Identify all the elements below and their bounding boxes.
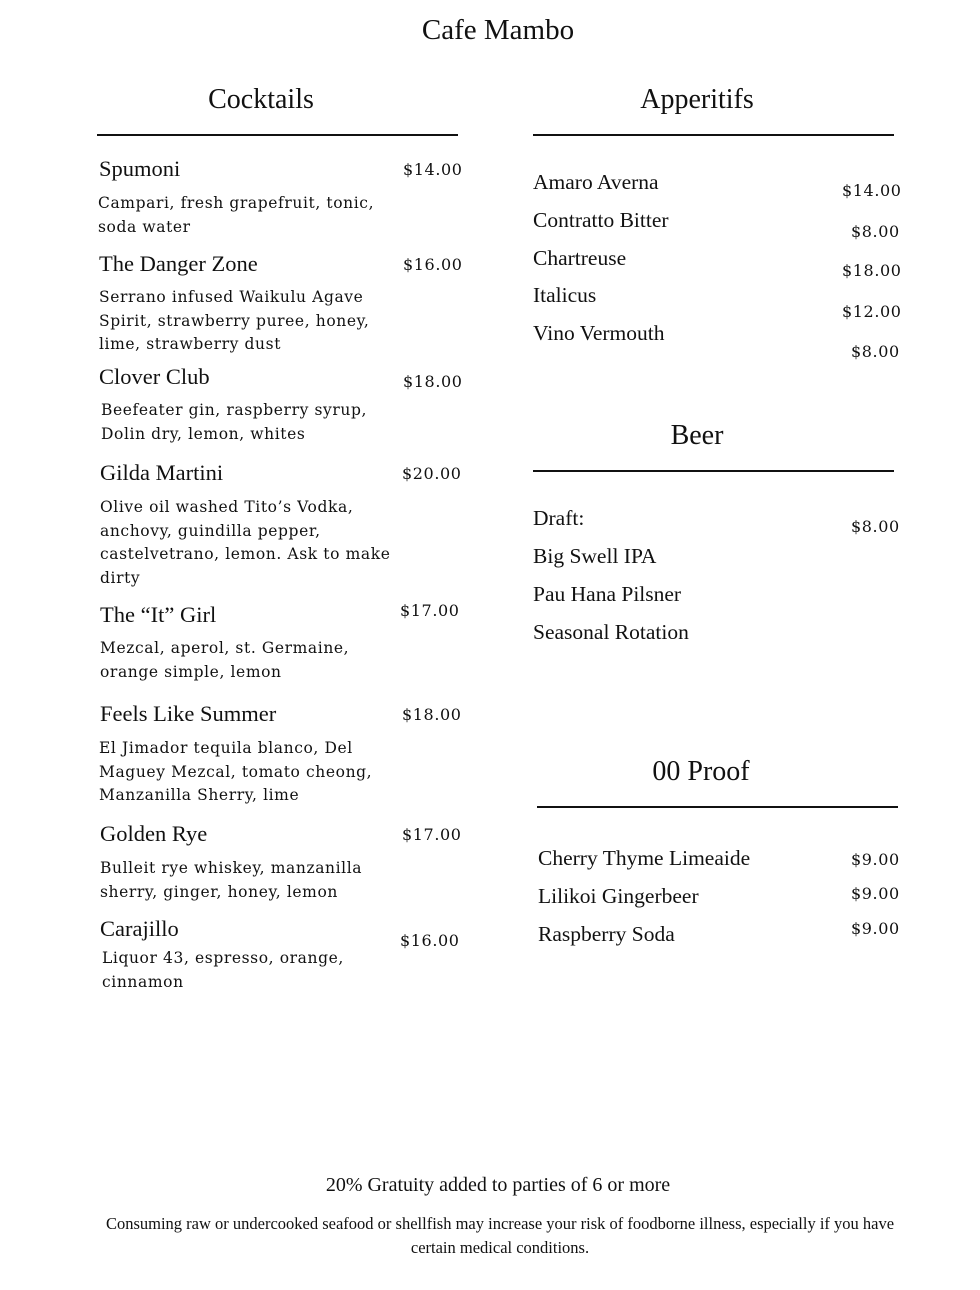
gratuity-note: 20% Gratuity added to parties of 6 or more: [325, 1174, 671, 1196]
cocktail-price: $16.00: [403, 255, 463, 274]
cocktail-description: Beefeater gin, raspberry syrup, Dolin dry, lemon, whites: [101, 401, 368, 443]
zero-proof-price: $9.00: [851, 884, 900, 903]
cocktail-description: Bulleit rye whiskey, manzanilla sherry, ginger, honey, lemon: [100, 859, 363, 901]
cocktail-name: Spumoni: [99, 156, 181, 181]
cocktails-heading: Cocktails: [208, 84, 314, 115]
cocktail-price: $14.00: [403, 160, 463, 179]
beer-name: Pau Hana Pilsner: [533, 582, 682, 606]
cocktails-divider: [97, 134, 458, 136]
cocktail-name: Gilda Martini: [100, 460, 224, 485]
cocktail-description: Liquor 43, espresso, orange, cinnamon: [102, 949, 344, 991]
cocktail-name: Clover Club: [99, 364, 210, 389]
beer-name: Big Swell IPA: [533, 544, 657, 568]
apperitif-name: Amaro Averna: [533, 170, 659, 194]
cocktail-description: Mezcal, aperol, st. Germaine, orange simple, lemon: [100, 639, 350, 681]
cocktail-name: The Danger Zone: [99, 251, 258, 276]
cocktail-name: Golden Rye: [100, 821, 208, 846]
apperitif-price: $18.00: [842, 261, 902, 280]
beer-draft-price: $8.00: [851, 517, 900, 536]
food-safety-warning: Consuming raw or undercooked seafood or shellfish may increase your risk of foodborne illness, especially if you have certain medical conditions.: [105, 1214, 895, 1257]
cocktail-price: $17.00: [402, 825, 462, 844]
cocktail-description: Serrano infused Waikulu Agave Spirit, strawberry puree, honey, lime, strawberry dust: [99, 288, 370, 353]
cocktail-description: Campari, fresh grapefruit, tonic, soda water: [98, 194, 375, 236]
beer-divider: [533, 470, 894, 472]
apperitifs-heading: Apperitifs: [640, 84, 754, 115]
apperitif-price: $8.00: [851, 342, 900, 361]
apperitif-name: Vino Vermouth: [533, 321, 665, 345]
cocktail-price: $18.00: [402, 705, 462, 724]
beer-name: Seasonal Rotation: [533, 620, 689, 644]
cocktail-name: Feels Like Summer: [100, 701, 277, 726]
zero-proof-name: Lilikoi Gingerbeer: [538, 884, 699, 908]
restaurant-title: Cafe Mambo: [421, 14, 575, 46]
cocktail-price: $17.00: [400, 601, 460, 620]
apperitif-name: Italicus: [533, 283, 597, 307]
cocktail-price: $16.00: [400, 931, 460, 950]
zero-proof-divider: [537, 806, 898, 808]
beer-draft-label: Draft:: [533, 506, 585, 530]
zero-proof-price: $9.00: [851, 919, 900, 938]
cocktail-description: Olive oil washed Tito’s Vodka, anchovy, guindilla pepper, castelvetrano, lemon. Ask to make dirty: [100, 498, 391, 587]
apperitif-name: Chartreuse: [533, 246, 627, 270]
zero-proof-name: Cherry Thyme Limeaide: [538, 846, 751, 870]
apperitif-price: $14.00: [842, 181, 902, 200]
cocktail-price: $20.00: [402, 464, 462, 483]
apperitif-name: Contratto Bitter: [533, 208, 669, 232]
apperitifs-divider: [533, 134, 894, 136]
cocktail-description: El Jimador tequila blanco, Del Maguey Mezcal, tomato cheong, Manzanilla Sherry, lime: [99, 739, 373, 804]
zero-proof-heading: 00 Proof: [652, 756, 750, 787]
cocktail-name: The “It” Girl: [100, 602, 217, 627]
zero-proof-price: $9.00: [851, 850, 900, 869]
cocktail-price: $18.00: [403, 372, 463, 391]
apperitif-price: $8.00: [851, 222, 900, 241]
cocktail-name: Carajillo: [100, 916, 179, 941]
zero-proof-name: Raspberry Soda: [538, 922, 675, 946]
beer-heading: Beer: [670, 420, 724, 451]
apperitif-price: $12.00: [842, 302, 902, 321]
